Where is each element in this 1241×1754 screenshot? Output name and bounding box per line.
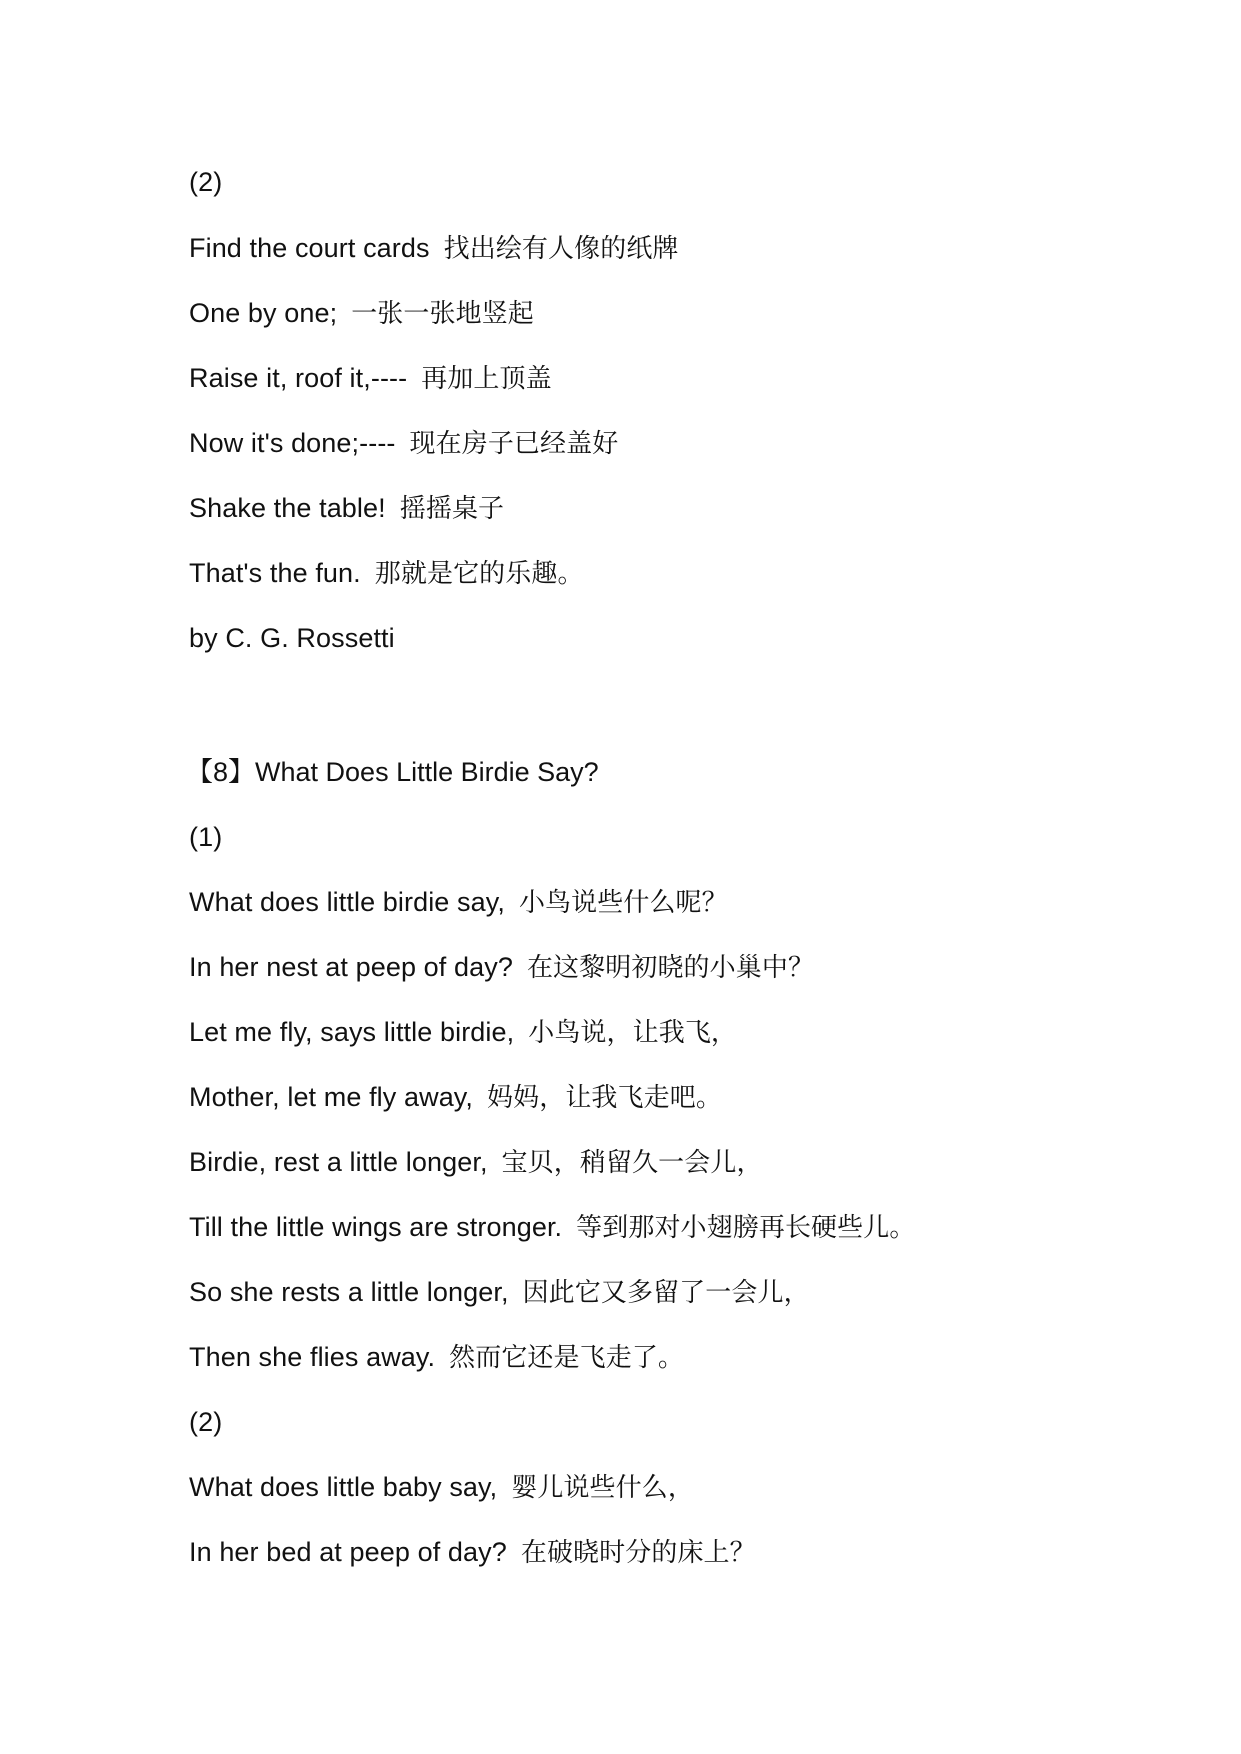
poem-line-zh: 妈妈，让我飞走吧。 xyxy=(487,1083,722,1113)
poem-line-zh: 小鸟说，让我飞， xyxy=(528,1018,738,1048)
poem-line xyxy=(189,427,618,460)
poem-line xyxy=(189,1146,763,1179)
poem-line-en: What does little baby say, xyxy=(189,1472,498,1502)
poem-line xyxy=(189,1211,915,1244)
poem-line xyxy=(189,951,814,984)
poem-line xyxy=(189,1081,722,1114)
poem-line-en: Let me fly, says little birdie, xyxy=(189,1017,515,1047)
poem-line-en: Then she flies away. xyxy=(189,1342,436,1372)
poem-line-en: That's the fun. xyxy=(189,558,361,588)
poem-line-zh: 现在房子已经盖好 xyxy=(409,429,619,459)
poem-line-zh: 一张一张地竖起 xyxy=(351,299,534,329)
poem-line-en: Find the court cards xyxy=(189,233,430,263)
poem-line xyxy=(189,232,679,265)
poem-line xyxy=(189,362,552,395)
poem-line-zh: 因此它又多留了一会儿， xyxy=(522,1278,810,1308)
part-label: (2) xyxy=(189,1407,223,1437)
poem-line-en: So she rests a little longer, xyxy=(189,1277,509,1307)
poem-line xyxy=(189,557,584,590)
poem-line-en: Raise it, roof it,---- xyxy=(189,363,408,393)
poem-line-zh: 再加上顶盖 xyxy=(421,364,552,394)
poem-line xyxy=(189,1471,694,1504)
poem-line-zh: 小鸟说些什么呢？ xyxy=(518,888,728,918)
poem-line xyxy=(189,297,534,330)
poem-line-en: What does little birdie say, xyxy=(189,887,505,917)
poem-line-zh: 然而它还是飞走了。 xyxy=(449,1343,685,1373)
poem-line xyxy=(189,886,728,919)
poem-line xyxy=(189,1016,737,1049)
poem-line-zh: 婴儿说些什么， xyxy=(511,1473,694,1503)
poem-line-zh: 那就是它的乐趣。 xyxy=(374,559,584,589)
author-credit: by C. G. Rossetti xyxy=(189,623,395,653)
poem-line-en: Mother, let me fly away, xyxy=(189,1082,474,1112)
poem-line xyxy=(189,1276,810,1309)
poem-line xyxy=(189,1341,684,1374)
poem-line-en: Shake the table! xyxy=(189,493,386,523)
poem-line-zh: 找出绘有人像的纸牌 xyxy=(443,234,679,264)
part-label: (2) xyxy=(189,167,223,197)
part-label: (1) xyxy=(189,822,223,852)
poem-line-en: In her bed at peep of day? xyxy=(189,1537,507,1567)
poem-line xyxy=(189,492,504,525)
poem-title: 【8】What Does Little Birdie Say? xyxy=(186,757,599,787)
poem-line-zh: 宝贝，稍留久一会儿， xyxy=(501,1148,763,1178)
poem-line-zh: 等到那对小翅膀再长硬些儿。 xyxy=(576,1213,916,1243)
poem-line-zh: 在破晓时分的床上？ xyxy=(520,1538,756,1568)
poem-line-en: Now it's done;---- xyxy=(189,428,396,458)
poem-line-en: Till the little wings are stronger. xyxy=(189,1212,563,1242)
poem-line-en: One by one; xyxy=(189,298,338,328)
poem-line-zh: 摇摇桌子 xyxy=(399,494,505,524)
poem-line xyxy=(189,1536,756,1569)
poem-line-en: Birdie, rest a little longer, xyxy=(189,1147,488,1177)
poem-line-zh: 在这黎明初晓的小巢中？ xyxy=(526,953,815,983)
poem-line-en: In her nest at peep of day? xyxy=(189,952,513,982)
